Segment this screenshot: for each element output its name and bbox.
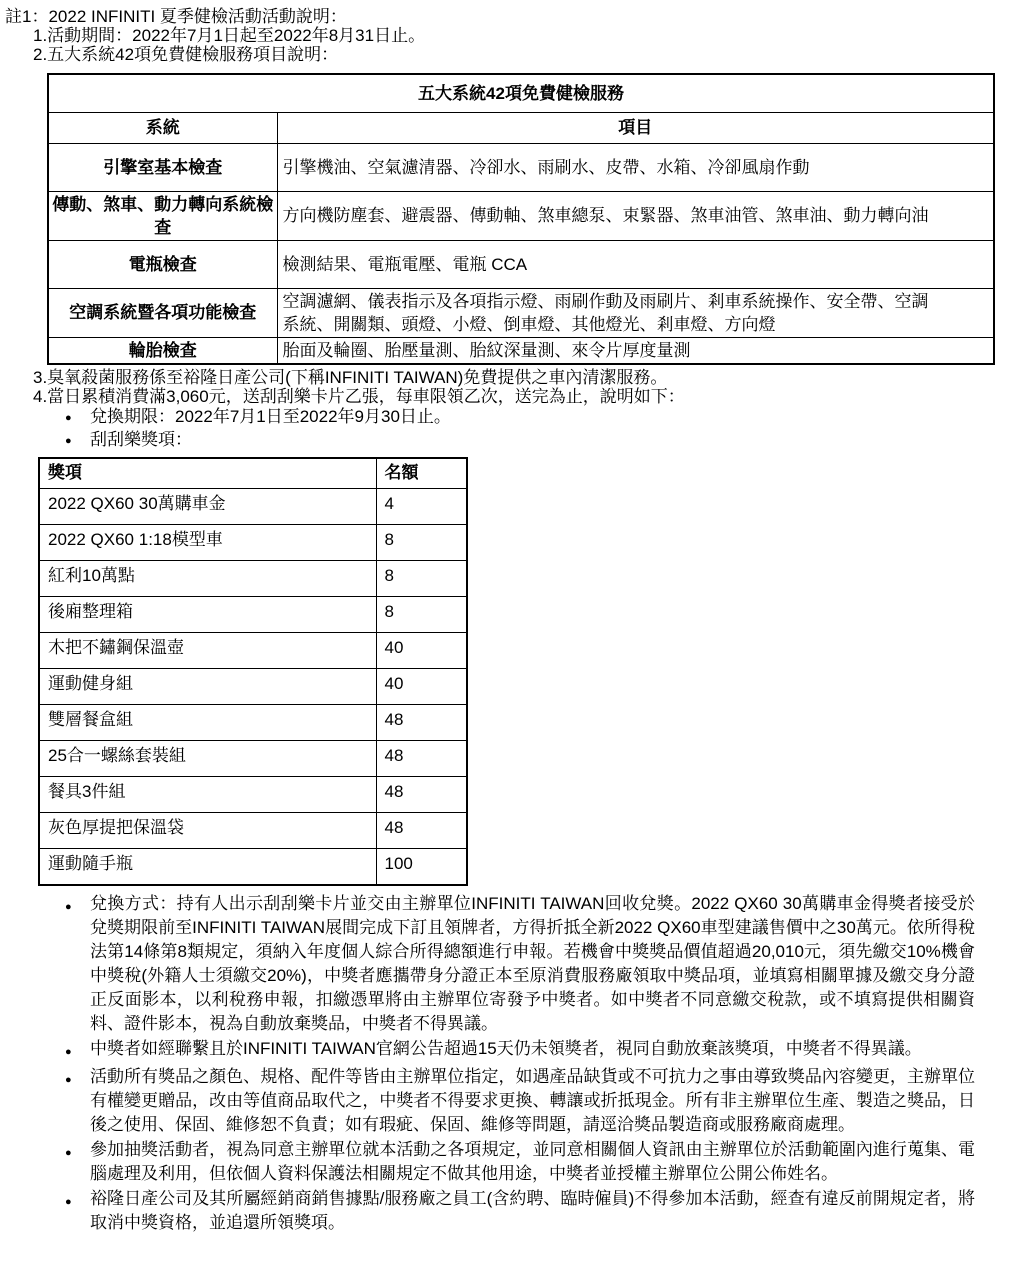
prize-cell: 2022 QX60 1:18模型車: [39, 525, 376, 561]
terms-bullet-text: 活動所有獎品之顏色、規格、配件等皆由主辦單位指定，如遇產品缺貨或不可抗力之事由導致獎品內容變更，主辦單位有權變更贈品，改由等值商品取代之，中獎者不得要求更換、轉讓或折抵現金。所有非主辦單位生產、製造之獎品，日後之使用、保固、維修恕不負責；如有瑕疵、保固、維修等問題，請逕洽獎品製造商或服務廠商處理。: [90, 1066, 975, 1134]
prize-cell: 灰色厚提把保溫袋: [39, 813, 376, 849]
prize-cell: 運動隨手瓶: [39, 849, 376, 885]
prize-cell: 餐具3件組: [39, 777, 376, 813]
prize-cell: 後廂整理箱: [39, 597, 376, 633]
quota-cell: 8: [376, 597, 467, 633]
service-table-header-row: [48, 112, 994, 143]
quota-cell: 48: [376, 705, 467, 741]
quota-cell: 40: [376, 633, 467, 669]
service-table-row: [48, 143, 994, 191]
service-table-header-system: 系統: [48, 112, 277, 143]
service-table-body: [48, 143, 994, 364]
quota-cell: 48: [376, 813, 467, 849]
prize-table-row: [39, 597, 467, 633]
prize-table-header-prize: 獎項: [39, 458, 376, 489]
quota-cell: 40: [376, 669, 467, 705]
prize-table-row: [39, 561, 467, 597]
system-cell: 空調系統暨各項功能檢查: [48, 288, 277, 337]
redeem-bullet-text: 刮刮樂獎項：: [90, 429, 192, 449]
service-table-title: 五大系統42項免費健檢服務: [48, 74, 994, 112]
quota-cell: 8: [376, 525, 467, 561]
items-cell: 方向機防塵套、避震器、傳動軸、煞車總泵、束緊器、煞車油管、煞車油、動力轉向油: [277, 191, 994, 240]
service-intro-line: 2.五大系統42項免費健檢服務項目說明：: [33, 45, 339, 64]
bullet-icon: ●: [65, 434, 72, 447]
prize-table-row: [39, 741, 467, 777]
system-cell: 輪胎檢查: [48, 337, 277, 364]
redeem-bullet: [65, 429, 995, 452]
bullet-icon: ●: [65, 1146, 72, 1159]
note-title: 註1：2022 INFINITI 夏季健檢活動活動說明：: [5, 7, 347, 26]
terms-bullet-text: 中獎者如經聯繫且於INFINITI TAIWAN官網公告超過15天仍未領獎者，視同自動放棄該獎項，中獎者不得異議。: [90, 1038, 922, 1058]
terms-bullet-list: [65, 892, 975, 1235]
service-table-row: [48, 337, 994, 364]
bullet-icon: ●: [65, 411, 72, 424]
items-cell: 檢測結果、電瓶電壓、電瓶 CCA: [277, 240, 994, 288]
prize-cell: 2022 QX60 30萬購車金: [39, 489, 376, 525]
terms-bullet: [65, 1037, 975, 1064]
terms-bullet-text: 參加抽獎活動者，視為同意主辦單位就本活動之各項規定，並同意相關個人資訊由主辦單位於活動範圍內進行蒐集、電腦處理及利用，但依個人資料保護法相關規定不做其他用途，中獎者並授權主辦單位公開公佈姓名。: [90, 1139, 975, 1183]
prize-cell: 25合一螺絲套裝組: [39, 741, 376, 777]
prize-table-row: [39, 849, 467, 885]
prize-table-body: [39, 489, 467, 885]
items-cell: 胎面及輪圈、胎壓量測、胎紋深量測、來令片厚度量測: [277, 337, 994, 364]
scratch-card-line: 4.當日累積消費滿3,060元，送刮刮樂卡片乙張，每車限領乙次，送完為止，說明如下：: [33, 386, 685, 406]
system-cell: 引擎室基本檢查: [48, 143, 277, 191]
terms-bullet: [65, 892, 975, 1036]
bullet-icon: ●: [65, 1195, 72, 1208]
terms-bullet: [65, 1138, 975, 1186]
items-cell: 引擎機油、空氣濾清器、冷卻水、雨刷水、皮帶、水箱、冷卻風扇作動: [277, 143, 994, 191]
service-table-header-items: 項目: [277, 112, 994, 143]
prize-table-row: [39, 669, 467, 705]
redeem-bullet: [65, 406, 995, 429]
prize-cell: 雙層餐盒組: [39, 705, 376, 741]
ozone-service-line: 3.臭氧殺菌服務係至裕隆日產公司(下稱INFINITI TAIWAN)免費提供之車內清潔服務。: [33, 367, 668, 387]
terms-bullet: [65, 1187, 975, 1235]
prize-table-header-row: [39, 458, 467, 489]
system-cell: 電瓶檢查: [48, 240, 277, 288]
prize-cell: 運動健身組: [39, 669, 376, 705]
bullet-icon: ●: [65, 900, 72, 913]
service-table-row: [48, 191, 994, 240]
prize-table-row: [39, 705, 467, 741]
redeem-bullet-text: 兌換期限：2022年7月1日至2022年9月30日止。: [90, 406, 451, 426]
quota-cell: 4: [376, 489, 467, 525]
service-table-row: [48, 240, 994, 288]
redeem-bullet-list: [5, 406, 995, 452]
terms-bullet: [65, 1065, 975, 1137]
items-cell: 空調濾網、儀表指示及各項指示燈、雨刷作動及雨刷片、剎車系統操作、安全帶、空調系統、開關類、頭燈、小燈、倒車燈、其他燈光、剎車燈、方向燈: [277, 288, 994, 337]
prize-cell: 木把不鏽鋼保溫壺: [39, 633, 376, 669]
quota-cell: 8: [376, 561, 467, 597]
terms-bullet-text: 兌換方式：持有人出示刮刮樂卡片並交由主辦單位INFINITI TAIWAN回收兌獎。2022 QX60 30萬購車金得獎者接受於兌獎期限前至INFINITI TAIWAN展間完成下訂且領牌者，方得折抵全新2022 QX60車型建議售價中之30萬元。依所得稅法第14條第8類規定，須納入年度個人綜合所得總額進行申報。若機會中獎獎品價值超過20,010元，須先繳交10%機會中獎稅(外籍人士須繳交20%)，中獎者應攜帶身分證正本至原消費服務廠領取中獎品項，並填寫相關單據及繳交身分證正反面影本，以利稅務申報，扣繳憑單將由主辦單位寄發予中獎者。如中獎者不同意繳交稅款，或不填寫提供相關資料、證件影本，視為自動放棄獎品，中獎者不得異議。: [90, 893, 975, 1033]
prize-table-header-quota: 名額: [376, 458, 467, 489]
bullet-icon: ●: [65, 1045, 72, 1058]
terms-bullet-text: 裕隆日產公司及其所屬經銷商銷售據點/服務廠之員工(含約聘、臨時僱員)不得參加本活動，經查有違反前開規定者，將取消中獎資格，並追還所領獎項。: [90, 1188, 975, 1232]
prize-table-row: [39, 777, 467, 813]
service-table: [47, 73, 995, 365]
prize-cell: 紅利10萬點: [39, 561, 376, 597]
activity-period-line: 1.活動期間：2022年7月1日起至2022年8月31日止。: [33, 26, 426, 45]
quota-cell: 48: [376, 741, 467, 777]
bullet-icon: ●: [65, 1073, 72, 1086]
system-cell: 傳動、煞車、動力轉向系統檢查: [48, 191, 277, 240]
prize-table-row: [39, 633, 467, 669]
prize-table-row: [39, 489, 467, 525]
service-table-row: [48, 288, 994, 337]
prize-table-row: [39, 813, 467, 849]
service-table-title-row: [48, 74, 994, 112]
prize-table: [38, 457, 468, 886]
quota-cell: 100: [376, 849, 467, 885]
prize-table-row: [39, 525, 467, 561]
quota-cell: 48: [376, 777, 467, 813]
